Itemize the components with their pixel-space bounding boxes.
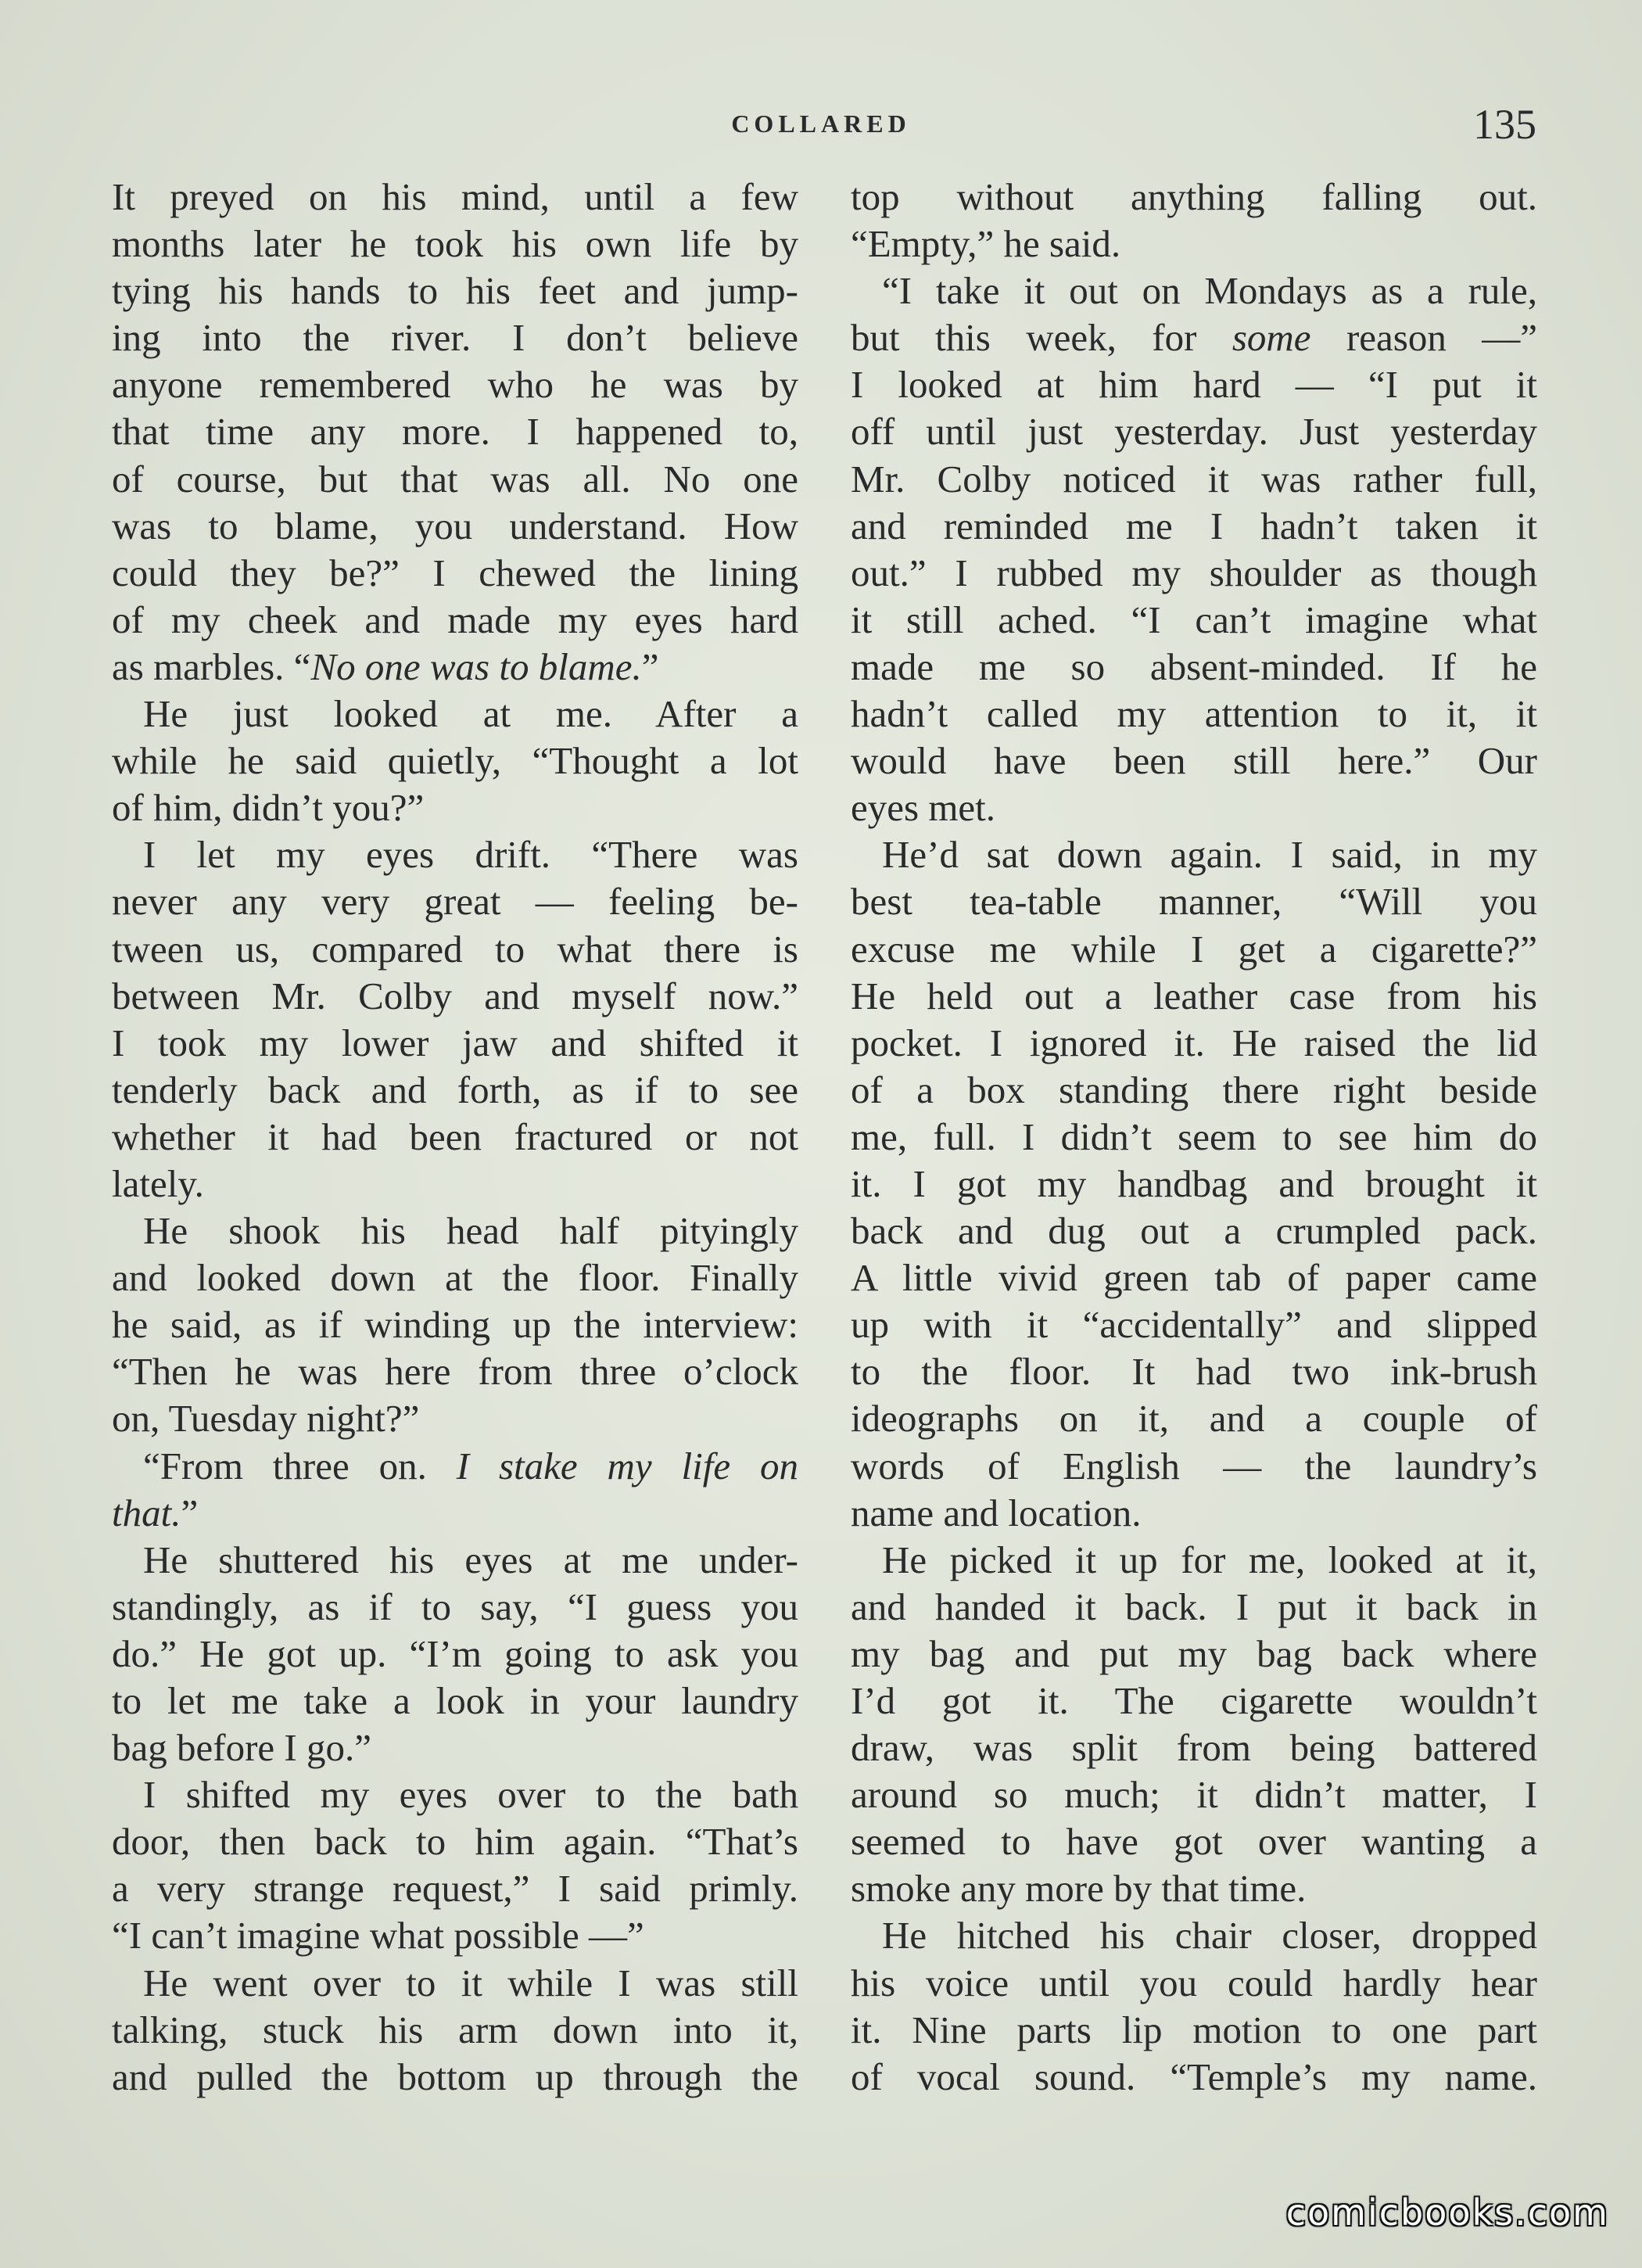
text-line: talking, stuck his arm down into it,: [112, 2008, 798, 2051]
text-line: seemed to have got over wanting a: [851, 1820, 1537, 1864]
text-line: while he said quietly, “Thought a lot: [112, 739, 798, 783]
text-line: it still ached. “I can’t imagine what: [851, 598, 1537, 641]
text-line: never any very great — feeling be-: [112, 880, 798, 924]
watermark-logo: comicbooks.com: [1285, 2191, 1609, 2234]
text-line: He went over to it while I was still: [143, 1961, 798, 2004]
text-line: lately.: [112, 1161, 204, 1205]
text-line: He hitched his chair closer, dropped: [882, 1914, 1537, 1958]
text-line: of course, but that was all. No one: [112, 457, 798, 501]
text-line: It preyed on his mind, until a few: [112, 175, 798, 218]
text-line: it. Nine parts lip motion to one part: [851, 2008, 1537, 2051]
running-title: COLLARED: [731, 109, 911, 138]
text-line: of vocal sound. “Temple’s my name.: [851, 2054, 1537, 2098]
text-line: that time any more. I happened to,: [112, 410, 798, 454]
text-line: He picked it up for me, looked at it,: [882, 1538, 1537, 1581]
text-line: best tea-table manner, “Will you: [851, 880, 1537, 924]
text-line: whether it had been fractured or not: [112, 1114, 798, 1158]
text-line: he said, as if winding up the interview:: [112, 1303, 798, 1347]
text-line: “I can’t imagine what possible —”: [112, 1914, 644, 1958]
text-line: of a box standing there right beside: [851, 1068, 1537, 1111]
text-line: could they be?” I chewed the lining: [112, 551, 798, 594]
text-line: A little vivid green tab of paper came: [851, 1256, 1537, 1300]
text-line: “Empty,” he said.: [851, 222, 1121, 266]
left-text-column: [112, 174, 798, 2101]
text-line: and reminded me I hadn’t taken it: [851, 504, 1537, 547]
text-line: excuse me while I get a cigarette?”: [851, 927, 1537, 971]
text-line: He shuttered his eyes at me under-: [143, 1538, 798, 1581]
text-line: up with it “accidentally” and slipped: [851, 1303, 1537, 1347]
text-line: name and location.: [851, 1491, 1142, 1534]
text-line: tween us, compared to what there is: [112, 927, 798, 971]
text-line: my bag and put my bag back where: [851, 1631, 1537, 1675]
text-line: I let my eyes drift. “There was: [143, 833, 798, 877]
text-line: off until just yesterday. Just yesterday: [851, 410, 1537, 454]
text-line: standingly, as if to say, “I guess you: [112, 1584, 798, 1628]
text-line: smoke any more by that time.: [851, 1867, 1307, 1911]
text-line: “From three on. I stake my life on: [143, 1444, 798, 1487]
text-line: his voice until you could hardly hear: [851, 1961, 1537, 2004]
text-line: I shifted my eyes over to the bath: [143, 1773, 798, 1817]
text-line: as marbles. “No one was to blame.”: [112, 644, 659, 688]
text-line: to the floor. It had two ink-brush: [851, 1350, 1537, 1394]
text-line: “I take it out on Mondays as a rule,: [882, 269, 1537, 313]
page-header: [0, 101, 1642, 156]
text-line: between Mr. Colby and myself now.”: [112, 974, 798, 1017]
text-line: was to blame, you understand. How: [112, 504, 798, 547]
text-line: ing into the river. I don’t believe: [112, 316, 798, 360]
text-line: eyes met.: [851, 786, 996, 830]
text-line: would have been still here.” Our: [851, 739, 1537, 783]
text-line: bag before I go.”: [112, 1726, 371, 1770]
text-line: He shook his head half pityingly: [143, 1209, 798, 1253]
text-line: of my cheek and made my eyes hard: [112, 598, 798, 641]
text-line: back and dug out a crumpled pack.: [851, 1209, 1537, 1253]
text-line: made me so absent-minded. If he: [851, 644, 1537, 688]
text-line: words of English — the laundry’s: [851, 1444, 1537, 1487]
text-line: on, Tuesday night?”: [112, 1397, 420, 1441]
text-line: of him, didn’t you?”: [112, 786, 425, 830]
text-line: do.” He got up. “I’m going to ask you: [112, 1631, 798, 1675]
text-line: “Then he was here from three o’clock: [112, 1350, 798, 1394]
text-line: He just looked at me. After a: [143, 692, 798, 736]
text-line: pocket. I ignored it. He raised the lid: [851, 1021, 1537, 1064]
text-line: top without anything falling out.: [851, 175, 1537, 218]
page-number: 135: [1473, 101, 1536, 148]
text-line: and looked down at the floor. Finally: [112, 1256, 798, 1300]
text-line: a very strange request,” I said primly.: [112, 1867, 798, 1911]
text-line: months later he took his own life by: [112, 222, 798, 266]
text-line: and handed it back. I put it back in: [851, 1584, 1537, 1628]
text-line: Mr. Colby noticed it was rather full,: [851, 457, 1537, 501]
text-line: around so much; it didn’t matter, I: [851, 1773, 1537, 1817]
text-line: me, full. I didn’t seem to see him do: [851, 1114, 1537, 1158]
right-text-column: [851, 174, 1537, 2101]
text-line: I looked at him hard — “I put it: [851, 363, 1537, 407]
text-line: but this week, for some reason —”: [851, 316, 1537, 360]
text-line: tenderly back and forth, as if to see: [112, 1068, 798, 1111]
text-line: ideographs on it, and a couple of: [851, 1397, 1537, 1441]
text-line: anyone remembered who he was by: [112, 363, 798, 407]
text-line: tying his hands to his feet and jump-: [112, 269, 798, 313]
text-line: door, then back to him again. “That’s: [112, 1820, 798, 1864]
text-line: that.”: [112, 1491, 199, 1534]
text-line: and pulled the bottom up through the: [112, 2054, 798, 2098]
text-line: hadn’t called my attention to it, it: [851, 692, 1537, 736]
text-line: it. I got my handbag and brought it: [851, 1161, 1537, 1205]
text-line: out.” I rubbed my shoulder as though: [851, 551, 1537, 594]
text-line: to let me take a look in your laundry: [112, 1679, 798, 1722]
text-line: He held out a leather case from his: [851, 974, 1537, 1017]
text-line: He’d sat down again. I said, in my: [882, 833, 1537, 877]
text-line: I took my lower jaw and shifted it: [112, 1021, 798, 1064]
text-line: I’d got it. The cigarette wouldn’t: [851, 1679, 1537, 1722]
text-line: draw, was split from being battered: [851, 1726, 1537, 1770]
